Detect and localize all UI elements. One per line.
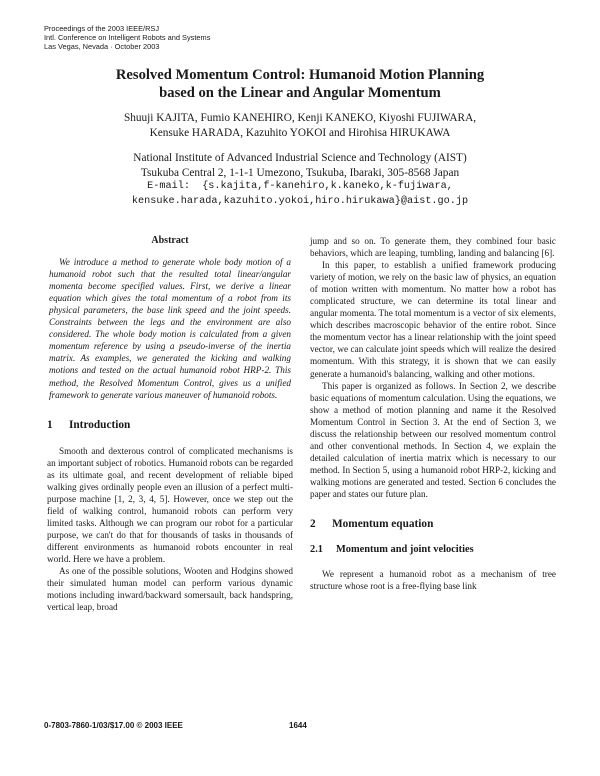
section-2-number: 2	[310, 518, 316, 531]
abstract-heading: Abstract	[151, 235, 189, 246]
intro-paragraph-1: Smooth and dexterous control of complicated mechanisms is an important subject of robotics. Humanoid robots can be regarded as its ultimate goal, and recent development of reliable biped walking gives ordinally people even an illusion of a perfect multi-purpose machine [1, 2, 3, 4, 5]. However, once we step out the field of walking control, humanoid robots can perform very limited tasks. Although we can program our robot for a particular purpose, we can't do that for thousands of tasks in thousands of different environments as humanoid robots encounter in real world. Here we have a problem.	[47, 445, 293, 565]
email-label: E-mail:	[147, 181, 190, 192]
title-line-1: Resolved Momentum Control: Humanoid Motion Planning	[115, 67, 485, 83]
author-list	[40, 111, 560, 141]
affiliation-line-2: Tsukuba Central 2, 1-1-1 Umezono, Tsukuba, Ibaraki, 305-8568 Japan	[140, 166, 460, 179]
subsection-2-1-number: 2.1	[310, 544, 323, 556]
intro-paragraph-3: In this paper, to establish a unified framework producing variety of motion, we rely on the basic law of physics, an equation of motion written with momentum. No matter how a robot has complicated structure, we can determine its total linear and angular momenta. The total momentum is a vector of six elements, which describes macroscopic behavior of the entire robot. Since the momentum vector has a linear relationship with the joint speed vector, we can calculate joint speeds which will realize the desired momentum. With this strategy, it is shown that we can easily generate a humanoid's balancing, walking and other motions.	[310, 260, 556, 379]
page-number: 1644	[289, 721, 307, 730]
header-line-1: Proceedings of the 2003 IEEE/RSJ	[44, 24, 160, 33]
subsection-2-1-heading	[310, 544, 556, 556]
intro-paragraph-2: As one of the possible solutions, Wooten and Hodgins showed their simulated human model can perform various dynamic motions including inward/backward somersault, back handspring, vertical leap, broad	[47, 566, 293, 613]
intro-paragraph-2-cont: jump and so on. To generate them, they combined four basic behaviors, which are leaping, tumbling, landing and balancing [6].	[310, 236, 556, 259]
header-line-2: Intl. Conference on Intelligent Robots and Systems	[44, 33, 211, 43]
subsection-2-1-title: Momentum and joint velocities	[336, 544, 474, 556]
affiliation-line-1: National Institute of Advanced Industrial Science and Technology (AIST)	[133, 152, 467, 164]
section-2-heading	[310, 518, 556, 530]
section-1-title: Introduction	[69, 418, 131, 431]
section-2-title: Momentum equation	[332, 518, 434, 531]
authors-line-1: Shuuji KAJITA, Fumio KANEHIRO, Kenji KANEKO, Kiyoshi FUJIWARA,	[123, 112, 477, 124]
email-line-2: kensuke.harada,kazuhito.yokoi,hiro.hirukawa}@aist.go.jp	[131, 195, 469, 207]
authors-line-2: Kensuke HARADA, Kazuhito YOKOI and Hirohisa HIRUKAWA	[149, 127, 451, 139]
title-line-2: based on the Linear and Angular Momentum	[159, 85, 441, 101]
left-column	[47, 230, 293, 613]
section-1-heading	[47, 419, 293, 431]
proceedings-header	[44, 24, 210, 52]
paper-title	[40, 66, 560, 102]
email-addresses-1: {s.kajita,f-kanehiro,k.kaneko,k-fujiwara,	[202, 181, 453, 192]
affiliation-block	[40, 151, 560, 209]
momentum-paragraph-1: We represent a humanoid robot as a mechanism of tree structure whose root is a free-flying base link	[310, 569, 556, 592]
header-line-3: Las Vegas, Nevada · October 2003	[44, 42, 160, 52]
section-1-number: 1	[47, 418, 53, 431]
abstract-text: We introduce a method to generate whole body motion of a humanoid robot such that the resulted total linear/angular momenta become specified values. First, we derive a linear equation which gives the total momentum of a robot from its physical parameters, the base link speed and the joint speeds. Constraints between the legs and the environment are also considered. The whole body motion is calculated from a given momentum reference by using a pseudo-inverse of the inertia matrix. As examples, we generated the kicking and walking motions and tested on the actual humanoid robot HRP-2. This method, the Resolved Momentum Control, gives us a unified framework to generate various maneuver of humanoid robots.	[49, 257, 291, 400]
right-column	[310, 235, 556, 592]
intro-paragraph-4: This paper is organized as follows. In Section 2, we describe basic equations of momentum calculation. Using the equations, we show a method of motion planning and name it the Resolved Momentum Control in Section 3. At the end of Section 3, we discuss the relationship between our resolved momentum control and other conventional methods. In Section 4, we explain the detailed calculation of inertia matrix which is necessary to our method. In Section 5, using a humanoid robot HRP-2, kicking and walking motions are generated and tested. Section 6 concludes the paper and states our future plan.	[310, 380, 556, 499]
copyright-footer: 0-7803-7860-1/03/$17.00 © 2003 IEEE	[44, 721, 183, 730]
email-line-1	[40, 180, 560, 195]
